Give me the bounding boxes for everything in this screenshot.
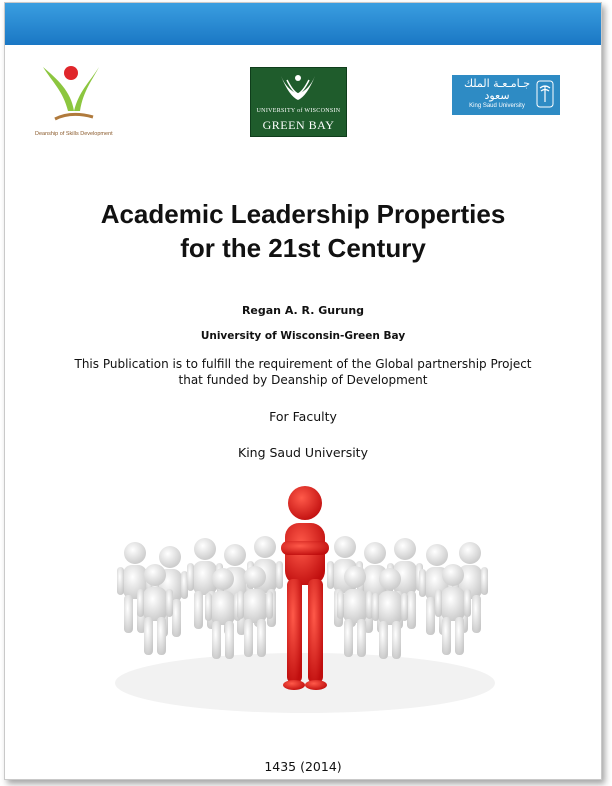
- author-affiliation: University of Wisconsin-Green Bay: [200, 330, 406, 342]
- title-line1: Academic Leadership Properties: [100, 199, 506, 229]
- skills-development-logo-icon: [35, 61, 107, 129]
- leader-figure-crowd-icon: [105, 483, 505, 733]
- document-page: [4, 2, 602, 780]
- document-title: [5, 197, 601, 265]
- publication-year: 1435 (2014): [264, 759, 342, 774]
- ksu-logo: [452, 75, 560, 115]
- uwgb-logo: [250, 67, 347, 137]
- audience-label: For Faculty: [269, 409, 337, 424]
- palm-tree-icon: [536, 80, 554, 108]
- skills-development-logo: [35, 61, 113, 141]
- ksu-logo-english: King Saud University: [469, 103, 525, 109]
- uwgb-logo-line1: UNIVERSITY of WISCONSIN: [256, 108, 341, 114]
- publication-line2: that funded by Deanship of Development: [178, 373, 428, 387]
- institution-name: King Saud University: [238, 445, 368, 460]
- uwgb-logo-line2: GREEN BAY: [262, 118, 335, 132]
- phoenix-icon: [251, 68, 346, 108]
- author-name: Regan A. R. Gurung: [241, 304, 365, 317]
- publication-line1: This Publication is to fulfill the requirement of the Global partnership Project: [74, 357, 532, 371]
- top-blue-band: [5, 3, 601, 45]
- title-line2: for the 21st Century: [180, 233, 426, 263]
- publication-statement: [5, 356, 601, 388]
- ksu-logo-arabic: جـامـعـة الملك سعود: [463, 77, 531, 102]
- logo-left-caption: Deanship of Skills Development: [35, 131, 113, 137]
